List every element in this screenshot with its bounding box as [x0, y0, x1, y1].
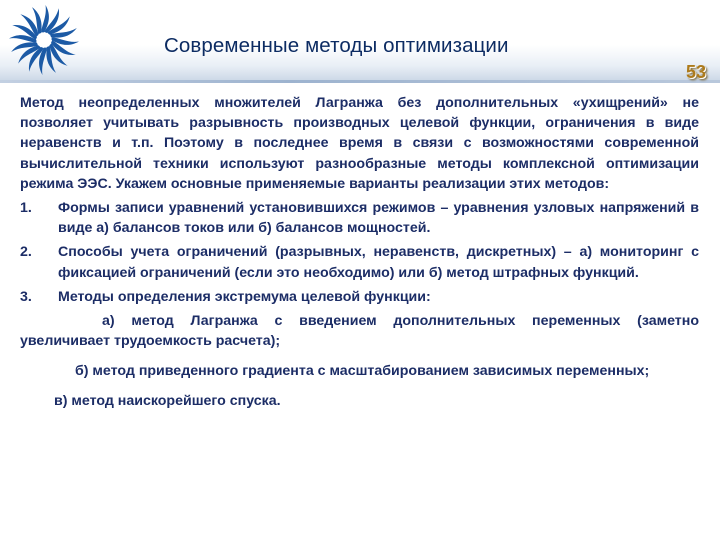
subitem-a: а) метод Лагранжа с введением дополнительных переменных (заметно увеличивает трудоемкость расчета); — [20, 313, 699, 350]
subitem-c: в) метод наискорейшего спуска. — [54, 392, 281, 409]
list-number: 2. — [20, 244, 32, 261]
slide-title: Современные методы оптимизации — [164, 34, 509, 57]
list-number: 1. — [20, 200, 32, 217]
list-item-2 — [20, 242, 699, 282]
slide-number: 53 — [685, 62, 706, 82]
list-text: Способы учета ограничений (разрывных, неравенств, дискретных) – а) мониторинг с фиксацией ограничений (если это необходимо) или б) метод штрафных функций. — [58, 244, 699, 281]
subitem-b: б) метод приведенного градиента с масштабированием зависимых переменных; — [75, 363, 650, 380]
intro-paragraph: Метод неопределенных множителей Лагранжа без дополнительных «ухищрений» не позволяет учитывать разрывность производных целевой функции, ограничения в виде неравенств и т.п. Поэтому в последнее время в связи с возможностями современной вычислительной техники используют разнообразные методы комплексной оптимизации режима ЭЭС. Укажем основные применяемые варианты реализации этих методов: — [20, 95, 699, 192]
list-item-3 — [20, 287, 699, 307]
list-text: Методы определения экстремума целевой функции: — [58, 288, 431, 305]
header-divider — [0, 80, 720, 83]
list-number: 3. — [20, 288, 32, 305]
company-logo-icon — [6, 2, 82, 78]
slide-body — [20, 93, 699, 417]
slide-header — [0, 0, 720, 82]
list-text: Формы записи уравнений установившихся режимов – уравнения узловых напряжений в виде а) балансов токов или б) балансов мощностей. — [58, 200, 699, 237]
list-item-1 — [20, 198, 699, 238]
